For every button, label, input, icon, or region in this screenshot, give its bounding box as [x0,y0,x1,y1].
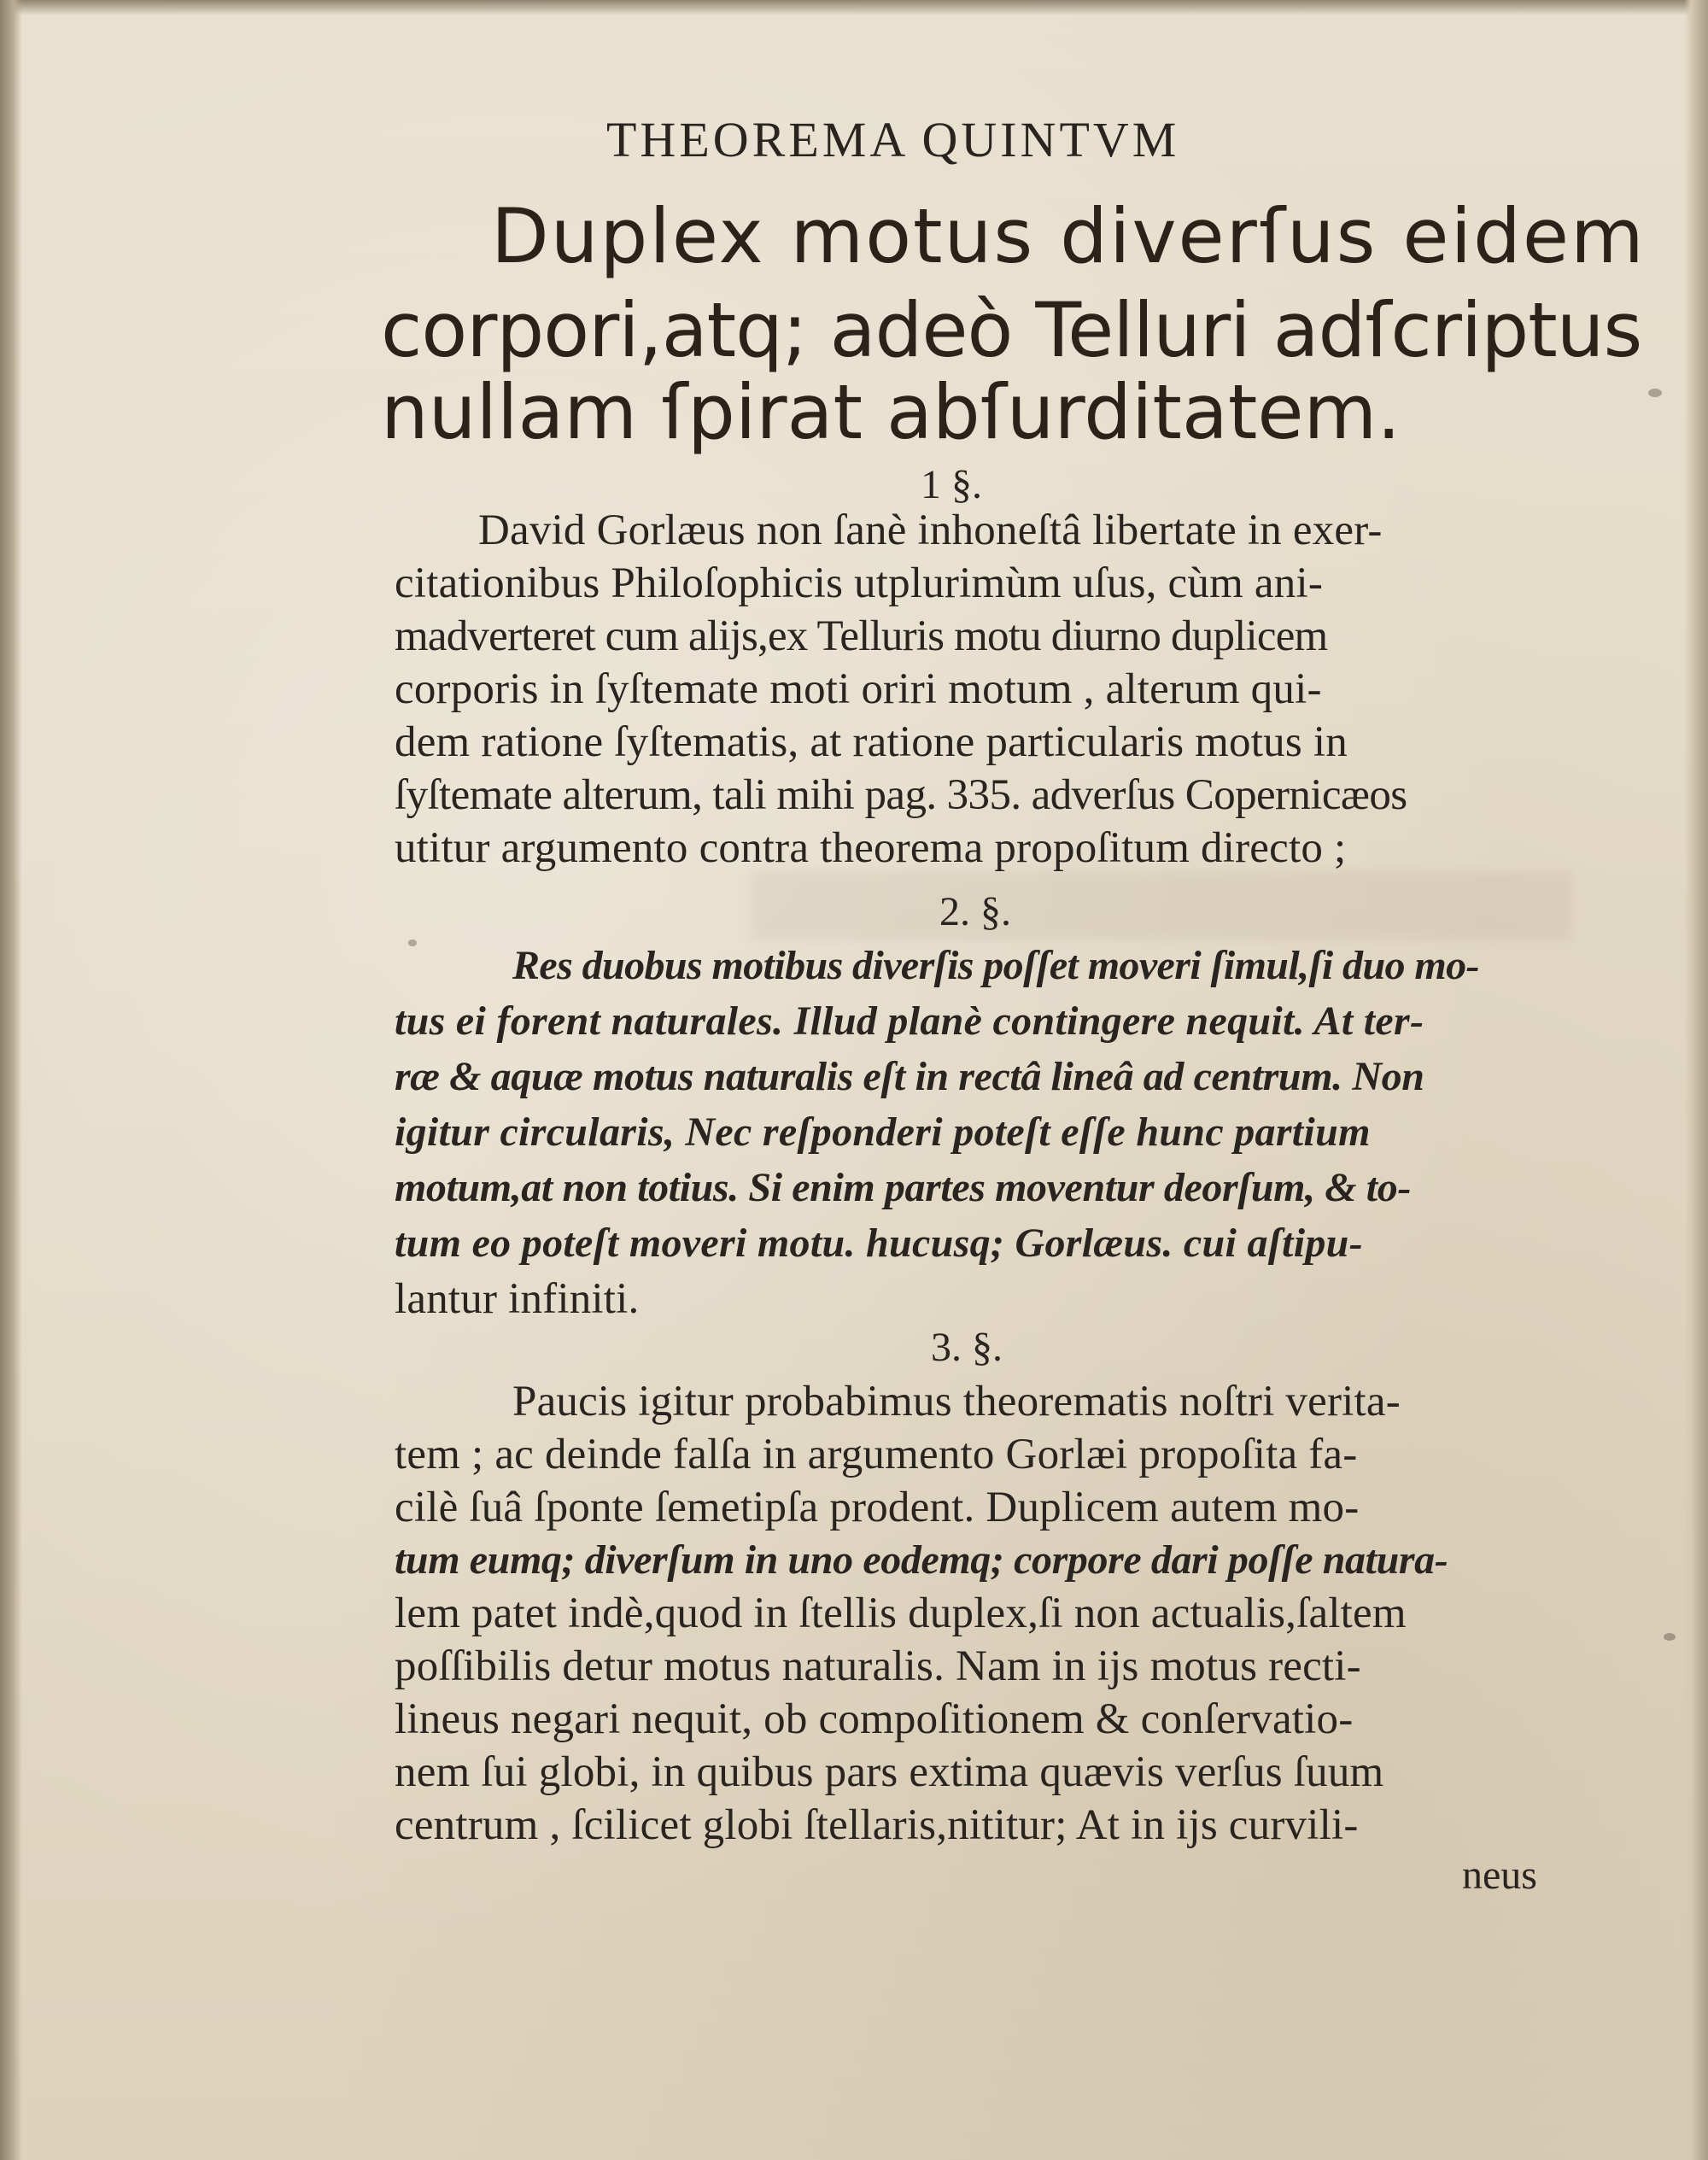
section-3-line-8: nem ſui globi, in quibus pars extima quævis verſus ſuum [395,1748,1384,1796]
section-1-line-2: citationibus Philoſophicis utplurimùm uſus, cùm ani- [395,559,1324,607]
ink-speck [1648,389,1662,397]
ink-speck [1664,1633,1676,1641]
running-head: THEOREMA QUINTVM [606,112,1180,167]
section-3-line-1: Paucis igitur probabimus theorematis noſtri verita- [512,1378,1401,1425]
section-2-line-5: motum,at non totius. Si enim partes moventur deorſum, & to- [395,1165,1411,1210]
section-mark-3: 3. §. [931,1325,1003,1370]
section-1-line-3: madverteret cum alijs,ex Telluris motu diurno duplicem [395,612,1328,660]
section-2-line-1: Res duobus motibus diverſis poſſet moveri ſimul,ſi duo mo- [512,943,1479,988]
section-1-line-7: utitur argumento contra theorema propoſitum directo ; [395,824,1347,872]
section-3-line-7: lineus negari nequit, ob compoſitionem & conſervatio- [395,1695,1354,1743]
page-top-shadow [0,0,1708,15]
section-mark-1: 1 §. [921,462,982,507]
page-right-edge [1684,0,1708,2160]
title-line-3: nullam ſpirat abſurditatem. [381,368,1401,456]
catchword: neus [1462,1853,1537,1898]
section-3-line-2: tem ; ac deinde falſa in argumento Gorlæi propoſita fa- [395,1431,1358,1478]
section-1-line-1: David Gorlæus non ſanè inhoneſtâ libertate in exer- [478,506,1383,554]
section-2-line-6: tum eo poteſt moveri motu. hucusq; Gorlæus. cui aſtipu- [395,1220,1363,1266]
section-1-line-5: dem ratione ſyſtematis, at ratione particularis motus in [395,718,1348,766]
ink-speck [408,940,417,946]
section-3-line-4: tum eumq; diverſum in uno eodemq; corpore dari poſſe natura- [395,1537,1448,1583]
section-1-line-6: ſyſtemate alterum, tali mihi pag. 335. adverſus Copernicæos [395,771,1407,819]
section-3-line-5: lem patet indè,quod in ſtellis duplex,ſi non actualis,ſaltem [395,1589,1407,1637]
section-2-line-7: lantur infiniti. [395,1275,640,1323]
title-line-2: corpori,atq; adeò Telluri adſcriptus [381,286,1642,374]
section-3-line-9: centrum , ſcilicet globi ſtellaris,nititur; At in ijs curvili- [395,1801,1359,1849]
section-2-line-2: tus ei forent naturales. Illud planè contingere nequit. At ter- [395,998,1424,1044]
section-3-line-6: poſſibilis detur motus naturalis. Nam in ijs motus recti- [395,1642,1361,1690]
section-mark-2: 2. §. [939,889,1011,934]
page-left-binding-shadow [0,0,22,2160]
section-2-line-3: ræ & aquæ motus naturalis eſt in rectâ lineâ ad centrum. Non [395,1054,1424,1099]
section-1-line-4: corporis in ſyſtemate moti oriri motum , alterum qui- [395,665,1322,713]
title-line-1: Duplex motus diverſus eidem [491,192,1646,280]
section-3-line-3: cilè ſuâ ſponte ſemetipſa prodent. Duplicem autem mo- [395,1484,1360,1531]
section-2-line-4: igitur circularis, Nec reſponderi poteſt eſſe hunc partium [395,1109,1371,1155]
